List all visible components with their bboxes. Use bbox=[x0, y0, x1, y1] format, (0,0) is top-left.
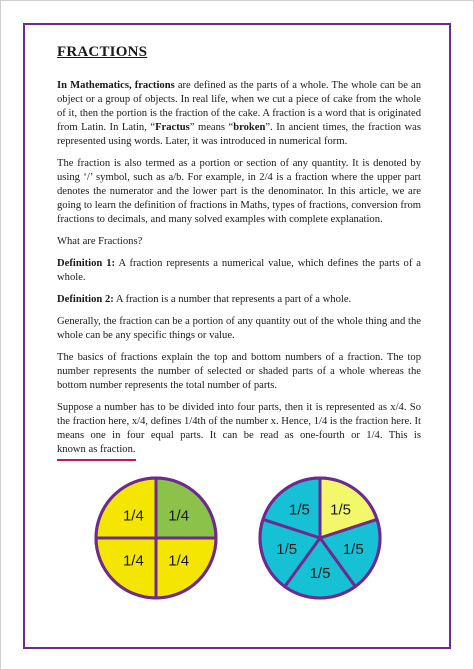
definition-2 bbox=[57, 293, 421, 307]
notation-paragraph: The fraction is also termed as a portion or section of any quantity. It is denoted by using ‘/’ symbol, such as a/b. For example, in 2/4 is a fraction where the upper part denotes the numerator and the lower part is the denominator. In this article, we are going to learn the definition of fractions in Maths, types of fractions, conversion from fractions to decimals, and many solved examples with complete explanation. bbox=[57, 158, 421, 225]
term-broken: broken bbox=[233, 122, 266, 133]
article-body bbox=[57, 45, 421, 461]
quarter-slice-label-3: 1/4 bbox=[168, 552, 190, 570]
quarter-slice-label-1: 1/4 bbox=[122, 507, 144, 525]
fifth-slice-label-1: 1/5 bbox=[288, 501, 310, 519]
fifths-circle-diagram bbox=[255, 473, 385, 603]
term-fractus: Fractus bbox=[155, 122, 190, 133]
intro-text-3: ”. In ancient times, the fraction was represented using words. Later, it was introduced in numerical form. bbox=[57, 122, 422, 147]
general-paragraph: Generally, the fraction can be a portion of any quantity out of the whole thing and the whole can be any specific things or value. bbox=[57, 316, 421, 341]
fifth-slice-label-5: 1/5 bbox=[276, 540, 298, 558]
definition-1 bbox=[57, 257, 421, 285]
page-title: FRACTIONS bbox=[57, 44, 148, 60]
known-as-fraction: known as fraction. bbox=[57, 443, 136, 461]
fifth-slice-label-3: 1/5 bbox=[342, 540, 364, 558]
definition-2-label: Definition 2: bbox=[57, 294, 114, 305]
intro-lead: In Mathematics, fractions bbox=[57, 80, 175, 91]
definition-1-text: A fraction represents a numerical value, which defines the parts of a whole. bbox=[57, 258, 421, 283]
intro-text-2: ” means “ bbox=[189, 122, 234, 133]
quarter-slice-label-4: 1/4 bbox=[122, 552, 144, 570]
example-text: Suppose a number has to be divided into four parts, then it is represented as x/4. So the fraction here, x/4, defines 1/4th of the number x. Hence, 1/4 is the fraction here. It means one in four equal parts. It can be read as one-fourth or 1/4. This is bbox=[57, 402, 421, 441]
example-paragraph bbox=[57, 401, 421, 461]
basics-paragraph: The basics of fractions explain the top and bottom numbers of a fraction. The top number represents the number of selected or shaded parts of a whole whereas the bottom number represents the total number of parts. bbox=[57, 352, 421, 391]
quarters-circle-diagram bbox=[91, 473, 221, 603]
definition-2-text: A fraction is a number that represents a part of a whole. bbox=[113, 294, 352, 305]
definition-1-label: Definition 1: bbox=[57, 258, 116, 269]
intro-paragraph bbox=[57, 79, 421, 149]
section-question: What are Fractions? bbox=[57, 236, 143, 247]
intro-text-1: are defined as the parts of a whole. The whole can be an object or a group of objects. In real life, when we cut a piece of cake from the whole of it, then the portion is the fraction of the cake. A fraction is a word that is originated from Latin. In Latin, “ bbox=[57, 80, 422, 133]
fifth-slice-label-4: 1/5 bbox=[309, 565, 331, 582]
quarter-slice-label-2: 1/4 bbox=[168, 507, 190, 525]
fifth-slice-label-2: 1/5 bbox=[330, 501, 352, 519]
fraction-diagrams bbox=[57, 473, 421, 603]
